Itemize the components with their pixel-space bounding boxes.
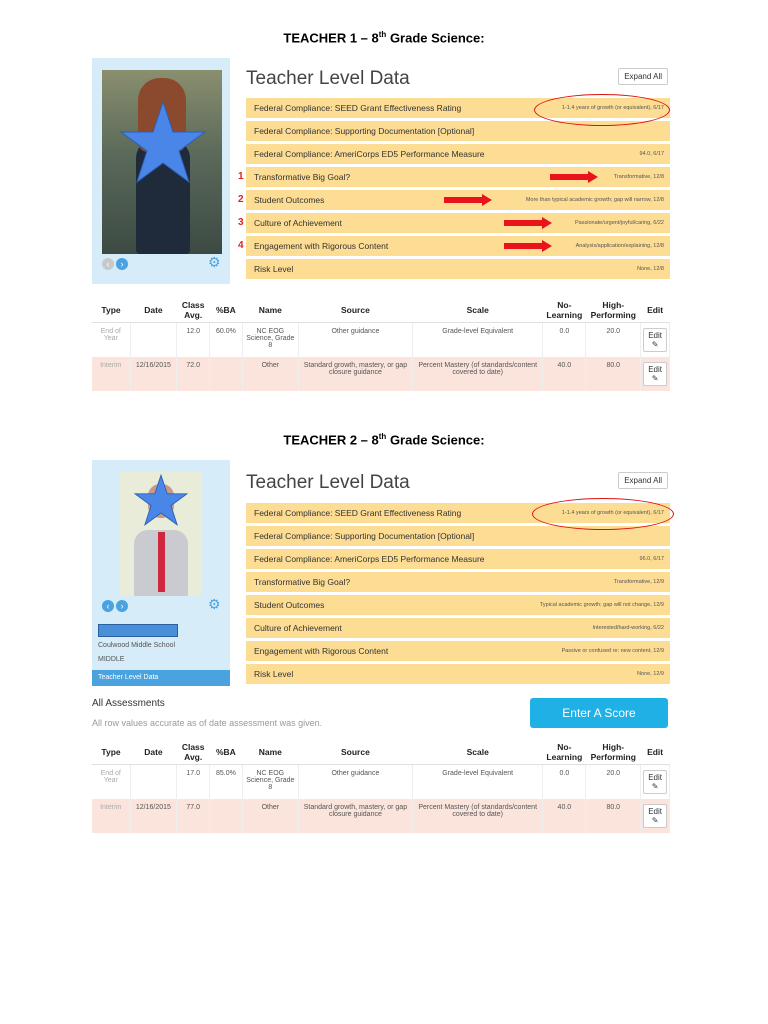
cell-class-avg: 12.0 xyxy=(177,323,210,358)
profile-card xyxy=(92,58,230,284)
row-big-goal[interactable]: 1 Transformative Big Goal? Transformative, 12/8 xyxy=(246,167,670,187)
cell-edit xyxy=(641,799,670,833)
cell-date: 12/16/2015 xyxy=(130,357,177,391)
figure-tie xyxy=(158,532,165,592)
cell-ba xyxy=(210,357,243,391)
profile-card xyxy=(92,460,230,686)
table-row xyxy=(92,323,670,358)
col-class-avg: Class Avg. xyxy=(177,740,210,765)
cell-date xyxy=(130,765,177,800)
expand-all-button[interactable]: Expand All xyxy=(618,472,668,489)
col-type: Type xyxy=(92,740,130,765)
cell-high-performing: 20.0 xyxy=(586,765,641,800)
cell-date: 12/16/2015 xyxy=(130,799,177,833)
teacher-photo xyxy=(102,70,222,254)
panel-title: Teacher Level Data xyxy=(246,472,410,493)
row-culture[interactable]: Culture of Achievement Interested/hard-working, 6/22 xyxy=(246,618,670,638)
assessment-note: All row values accurate as of date assessment was given. xyxy=(92,718,323,728)
teacher2-assessment-table xyxy=(92,740,670,833)
cell-name: NC EOG Science, Grade 8 xyxy=(242,765,298,800)
col-edit: Edit xyxy=(641,740,670,765)
cell-scale: Percent Mastery (of standards/content covered to date) xyxy=(412,357,542,391)
cell-no-learning: 40.0 xyxy=(543,357,586,391)
col-edit: Edit xyxy=(641,298,670,323)
col-high-performing: High-Performing xyxy=(586,298,641,323)
col-type: Type xyxy=(92,298,130,323)
row-risk-level[interactable]: Risk Level None, 12/9 xyxy=(246,664,670,684)
col-no-learning: No-Learning xyxy=(543,740,586,765)
cell-scale: Percent Mastery (of standards/content covered to date) xyxy=(412,799,542,833)
cell-name: Other xyxy=(242,357,298,391)
col-name: Name xyxy=(242,298,298,323)
cell-type: End of Year xyxy=(92,323,130,358)
edit-button[interactable]: Edit ✎ xyxy=(643,804,667,828)
star-icon xyxy=(134,474,188,526)
col-date: Date xyxy=(130,740,177,765)
school-name: Coulwood Middle School xyxy=(98,642,176,649)
edit-icon: ✎ xyxy=(651,340,659,349)
expand-all-button[interactable]: Expand All xyxy=(618,68,668,85)
red-arrow-icon xyxy=(444,194,492,206)
teacher1-section xyxy=(92,58,672,403)
arrow-left-icon[interactable]: ‹ xyxy=(102,600,114,612)
cell-high-performing: 80.0 xyxy=(586,799,641,833)
edit-icon: ✎ xyxy=(651,374,659,383)
all-assessments-title: All Assessments xyxy=(92,698,165,709)
teacher1-assessment-table xyxy=(92,298,670,391)
cell-source: Other guidance xyxy=(298,323,412,358)
row-americorps[interactable]: Federal Compliance: AmeriCorps ED5 Performance Measure 96.0, 6/17 xyxy=(246,549,670,569)
row-culture[interactable]: 3 Culture of Achievement Passionate/urgent/joyful/caring, 6/22 xyxy=(246,213,670,233)
edit-button[interactable]: Edit ✎ xyxy=(643,328,667,352)
arrow-right-icon[interactable]: › xyxy=(116,600,128,612)
row-engagement[interactable]: Engagement with Rigorous Content Passive or confused re: new content, 12/9 xyxy=(246,641,670,661)
edit-button[interactable]: Edit ✎ xyxy=(643,362,667,386)
teacher2-rows xyxy=(246,503,670,687)
cell-type: Interim xyxy=(92,357,130,391)
row-seed-rating[interactable]: Federal Compliance: SEED Grant Effectiveness Rating 1-1.4 years of growth (or equivalent), 6/17 xyxy=(246,503,670,523)
panel-title: Teacher Level Data xyxy=(246,68,410,89)
cell-type: End of Year xyxy=(92,765,130,800)
school-level: MIDDLE xyxy=(98,656,125,663)
col-scale: Scale xyxy=(412,298,542,323)
col-class-avg: Class Avg. xyxy=(177,298,210,323)
col-date: Date xyxy=(130,298,177,323)
red-arrow-icon xyxy=(550,171,598,183)
col-no-learning: No-Learning xyxy=(543,298,586,323)
gear-icon[interactable]: ⚙ xyxy=(208,596,221,612)
cell-source: Standard growth, mastery, or gap closure guidance xyxy=(298,799,412,833)
cell-scale: Grade-level Equivalent xyxy=(412,323,542,358)
cell-source: Standard growth, mastery, or gap closure guidance xyxy=(298,357,412,391)
table-row xyxy=(92,765,670,800)
row-student-outcomes[interactable]: 2 Student Outcomes More than typical academic growth; gap will narrow, 12/8 xyxy=(246,190,670,210)
cell-no-learning: 40.0 xyxy=(543,799,586,833)
red-arrow-icon xyxy=(504,217,552,229)
enter-score-button[interactable]: Enter A Score xyxy=(530,698,668,728)
row-student-outcomes[interactable]: Student Outcomes Typical academic growth; gap will not change, 12/9 xyxy=(246,595,670,615)
table-row xyxy=(92,357,670,391)
row-big-goal[interactable]: Transformative Big Goal? Transformative, 12/9 xyxy=(246,572,670,592)
col-source: Source xyxy=(298,740,412,765)
cell-class-avg: 17.0 xyxy=(177,765,210,800)
row-americorps[interactable]: Federal Compliance: AmeriCorps ED5 Performance Measure 94.0, 6/17 xyxy=(246,144,670,164)
cell-name: NC EOG Science, Grade 8 xyxy=(242,323,298,358)
cell-ba xyxy=(210,799,243,833)
arrow-right-icon[interactable]: › xyxy=(116,258,128,270)
cell-date xyxy=(130,323,177,358)
cell-name: Other xyxy=(242,799,298,833)
arrow-left-icon[interactable]: ‹ xyxy=(102,258,114,270)
cell-class-avg: 72.0 xyxy=(177,357,210,391)
teacher2-section xyxy=(92,460,672,850)
col-ba: %BA xyxy=(210,298,243,323)
edit-icon: ✎ xyxy=(651,816,659,825)
cell-edit xyxy=(641,357,670,391)
edit-icon: ✎ xyxy=(651,782,659,791)
cell-high-performing: 80.0 xyxy=(586,357,641,391)
red-arrow-icon xyxy=(504,240,552,252)
photo-nav xyxy=(102,258,128,270)
cell-edit xyxy=(641,765,670,800)
cell-high-performing: 20.0 xyxy=(586,323,641,358)
cell-edit xyxy=(641,323,670,358)
star-icon xyxy=(120,100,206,184)
gear-icon[interactable]: ⚙ xyxy=(208,254,221,270)
col-scale: Scale xyxy=(412,740,542,765)
col-source: Source xyxy=(298,298,412,323)
photo-nav xyxy=(102,600,128,612)
col-name: Name xyxy=(242,740,298,765)
row-supporting-doc[interactable]: Federal Compliance: Supporting Documentation [Optional] xyxy=(246,526,670,546)
cell-no-learning: 0.0 xyxy=(543,765,586,800)
row-engagement[interactable]: 4 Engagement with Rigorous Content Analysis/application/explaining, 12/8 xyxy=(246,236,670,256)
row-risk-level[interactable]: Risk Level None, 12/8 xyxy=(246,259,670,279)
col-high-performing: High-Performing xyxy=(586,740,641,765)
cell-no-learning: 0.0 xyxy=(543,323,586,358)
cell-class-avg: 77.0 xyxy=(177,799,210,833)
cell-ba: 85.0% xyxy=(210,765,243,800)
table-row xyxy=(92,799,670,833)
tab-teacher-level-data[interactable]: Teacher Level Data xyxy=(92,670,230,686)
annotation-ellipse xyxy=(534,94,670,126)
teacher-photo xyxy=(120,472,202,596)
redacted-name xyxy=(98,624,178,637)
cell-type: Interim xyxy=(92,799,130,833)
row-seed-rating[interactable]: Federal Compliance: SEED Grant Effectiveness Rating 1-1.4 years of growth (or equivalent), 6/17 xyxy=(246,98,670,118)
teacher1-heading: TEACHER 1 – 8th Grade Science: xyxy=(283,30,485,46)
annotation-ellipse xyxy=(532,498,674,530)
cell-scale: Grade-level Equivalent xyxy=(412,765,542,800)
teacher2-heading: TEACHER 2 – 8th Grade Science: xyxy=(283,432,485,448)
cell-source: Other guidance xyxy=(298,765,412,800)
edit-button[interactable]: Edit ✎ xyxy=(643,770,667,794)
cell-ba: 60.0% xyxy=(210,323,243,358)
col-ba: %BA xyxy=(210,740,243,765)
row-supporting-doc[interactable]: Federal Compliance: Supporting Documentation [Optional] xyxy=(246,121,670,141)
